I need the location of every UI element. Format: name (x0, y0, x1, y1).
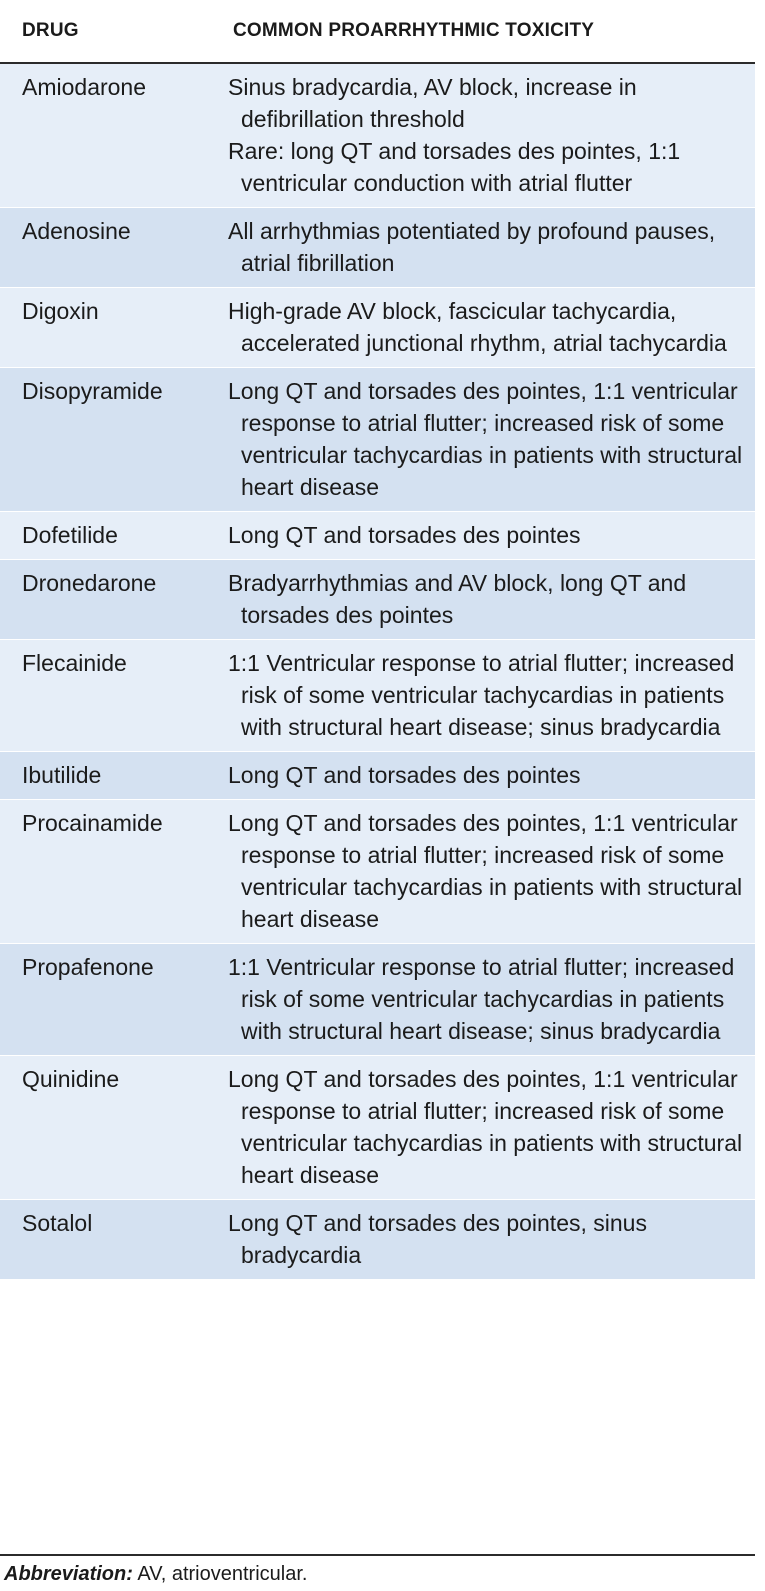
table-row (0, 1056, 755, 1200)
drug-name: Dronedarone (22, 570, 157, 596)
toxicity-cell (228, 368, 743, 511)
drug-name: Sotalol (22, 1210, 93, 1236)
toxicity-cell (228, 1200, 743, 1279)
toxicity-text: High-grade AV block, fascicular tachycardia, accelerated junctional rhythm, atrial tachycardia (228, 298, 727, 356)
toxicity-text: Bradyarrhythmias and AV block, long QT and torsades des pointes (228, 570, 687, 628)
footnote-label: Abbreviation: (4, 1563, 133, 1585)
drug-name: Ibutilide (22, 762, 102, 788)
toxicity-text: Sinus bradycardia, AV block, increase in defibrillation threshold (228, 74, 637, 132)
table-row (0, 560, 755, 640)
drug-name: Propafenone (22, 954, 154, 980)
drug-name: Dofetilide (22, 522, 118, 548)
toxicity-cell (228, 944, 743, 1055)
toxicity-text: Long QT and torsades des pointes, 1:1 ventricular response to atrial flutter; increased risk of some ventricular tachycardias in patients with structural heart disease (228, 1066, 743, 1188)
toxicity-text: Long QT and torsades des pointes, 1:1 ventricular response to atrial flutter; increased risk of some ventricular tachycardias in patients with structural heart disease (228, 810, 743, 932)
table-row (0, 288, 755, 368)
drug-name: Quinidine (22, 1066, 120, 1092)
toxicity-text: Long QT and torsades des pointes (228, 762, 581, 788)
table-row (0, 368, 755, 512)
toxicity-cell (228, 64, 743, 207)
table-row (0, 800, 755, 944)
table-row (0, 752, 755, 800)
drug-name: Adenosine (22, 218, 131, 244)
toxicity-cell (228, 752, 743, 799)
table-header (0, 0, 755, 64)
toxicity-cell (228, 640, 743, 751)
toxicity-text: Long QT and torsades des pointes, 1:1 ventricular response to atrial flutter; increased risk of some ventricular tachycardias in patients with structural heart disease (228, 378, 743, 500)
table-row (0, 1200, 755, 1280)
toxicity-cell (228, 288, 743, 367)
drug-column-header: DRUG (22, 20, 79, 41)
toxicity-text: Long QT and torsades des pointes, sinus bradycardia (228, 1210, 647, 1268)
table-row (0, 512, 755, 560)
toxicity-cell (228, 208, 743, 287)
toxicity-cell (228, 800, 743, 943)
toxicity-text: 1:1 Ventricular response to atrial flutter; increased risk of some ventricular tachycardias in patients with structural heart disease; sinus bradycardia (228, 954, 735, 1044)
table-row (0, 64, 755, 208)
toxicity-cell (228, 560, 743, 639)
toxicity-column-header: COMMON PROARRHYTHMIC TOXICITY (233, 20, 595, 41)
toxicity-text: Long QT and torsades des pointes (228, 522, 581, 548)
toxicity-text: 1:1 Ventricular response to atrial flutter; increased risk of some ventricular tachycardias in patients with structural heart disease; sinus bradycardia (228, 650, 735, 740)
table-row (0, 944, 755, 1056)
drug-name: Disopyramide (22, 378, 163, 404)
drug-name: Digoxin (22, 298, 99, 324)
toxicity-text: All arrhythmias potentiated by profound pauses, atrial fibrillation (228, 218, 716, 276)
toxicity-cell (228, 512, 743, 559)
toxicity-text: Rare: long QT and torsades des pointes, 1:1 ventricular conduction with atrial flutter (228, 138, 681, 196)
toxicity-cell (228, 1056, 743, 1199)
table-bottom-rule (0, 1554, 755, 1556)
drug-name: Procainamide (22, 810, 163, 836)
drug-name: Amiodarone (22, 74, 147, 100)
footnote-text: AV, atrioventricular. (132, 1563, 308, 1585)
abbreviation-footnote (4, 1562, 307, 1586)
table-row (0, 208, 755, 288)
drug-name: Flecainide (22, 650, 127, 676)
table-row (0, 640, 755, 752)
